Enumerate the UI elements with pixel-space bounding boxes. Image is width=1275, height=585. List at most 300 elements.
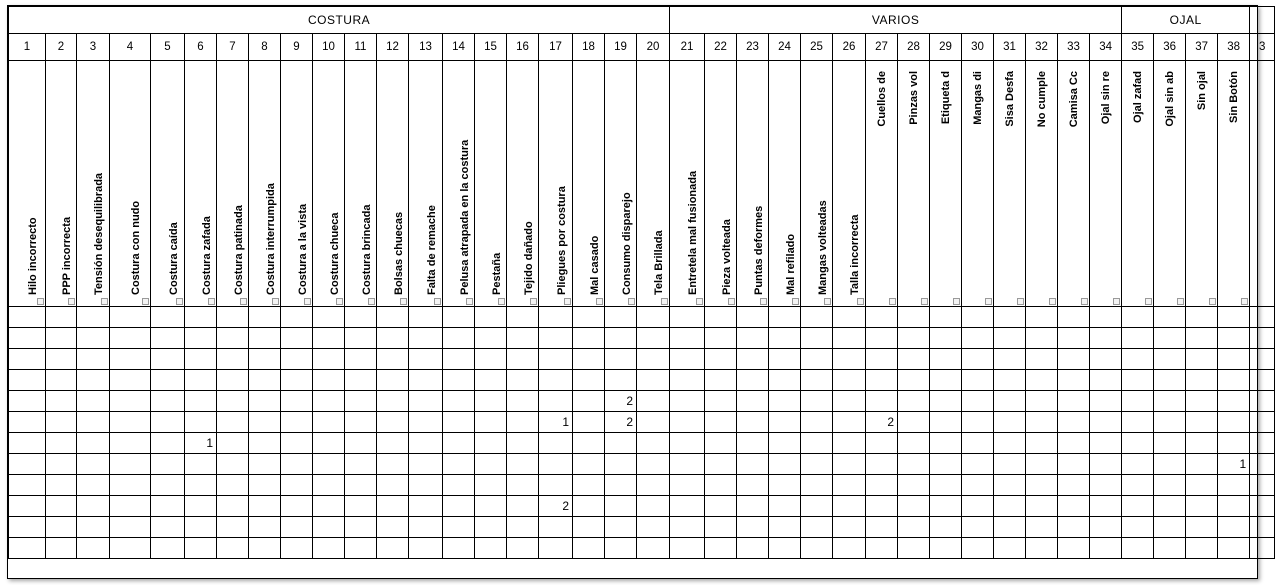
data-cell[interactable] xyxy=(866,517,898,538)
data-cell[interactable] xyxy=(443,349,475,370)
data-cell[interactable] xyxy=(637,307,670,328)
data-cell[interactable] xyxy=(151,328,185,349)
column-label-cell[interactable] xyxy=(866,61,898,307)
data-cell[interactable] xyxy=(9,454,46,475)
data-cell[interactable] xyxy=(670,475,705,496)
data-cell[interactable]: 2 xyxy=(605,412,637,433)
data-cell[interactable] xyxy=(1250,328,1275,349)
data-cell[interactable] xyxy=(898,433,930,454)
data-cell[interactable] xyxy=(769,496,801,517)
data-cell[interactable] xyxy=(281,370,313,391)
data-cell[interactable] xyxy=(507,433,539,454)
data-cell[interactable] xyxy=(345,307,377,328)
data-cell[interactable] xyxy=(249,391,281,412)
data-cell[interactable] xyxy=(151,538,185,559)
filter-dropdown-icon[interactable] xyxy=(696,298,703,305)
data-cell[interactable] xyxy=(1090,517,1122,538)
data-cell[interactable] xyxy=(281,538,313,559)
data-cell[interactable] xyxy=(1186,391,1218,412)
data-cell[interactable] xyxy=(769,328,801,349)
data-cell[interactable] xyxy=(1090,475,1122,496)
column-number-cell[interactable]: 9 xyxy=(281,34,313,61)
column-label-cell[interactable] xyxy=(605,61,637,307)
data-cell[interactable] xyxy=(994,349,1026,370)
group-header-cell[interactable]: OJAL xyxy=(1122,7,1250,34)
data-cell[interactable] xyxy=(930,307,962,328)
data-cell[interactable] xyxy=(110,370,151,391)
column-label-cell[interactable] xyxy=(443,61,475,307)
data-cell[interactable] xyxy=(866,391,898,412)
column-number-cell[interactable]: 10 xyxy=(313,34,345,61)
data-cell[interactable] xyxy=(1218,412,1250,433)
data-cell[interactable] xyxy=(507,496,539,517)
data-cell[interactable] xyxy=(573,454,605,475)
data-cell[interactable] xyxy=(313,433,345,454)
data-cell[interactable] xyxy=(151,370,185,391)
data-cell[interactable] xyxy=(1154,517,1186,538)
data-cell[interactable] xyxy=(1058,349,1090,370)
data-cell[interactable] xyxy=(833,412,866,433)
data-cell[interactable] xyxy=(637,328,670,349)
data-cell[interactable] xyxy=(866,307,898,328)
filter-dropdown-icon[interactable] xyxy=(1017,298,1024,305)
data-cell[interactable] xyxy=(77,328,110,349)
data-cell[interactable] xyxy=(345,517,377,538)
data-cell[interactable] xyxy=(1250,391,1275,412)
data-cell[interactable] xyxy=(962,517,994,538)
column-number-cell[interactable]: 20 xyxy=(637,34,670,61)
column-label-cell[interactable] xyxy=(1122,61,1154,307)
data-cell[interactable] xyxy=(833,538,866,559)
data-cell[interactable] xyxy=(46,328,77,349)
data-cell[interactable] xyxy=(1218,517,1250,538)
data-cell[interactable] xyxy=(539,349,573,370)
column-number-cell[interactable]: 38 xyxy=(1218,34,1250,61)
data-cell[interactable] xyxy=(77,496,110,517)
data-cell[interactable] xyxy=(1122,433,1154,454)
data-cell[interactable] xyxy=(1090,391,1122,412)
data-cell[interactable] xyxy=(409,475,443,496)
data-cell[interactable] xyxy=(217,307,249,328)
data-cell[interactable] xyxy=(1026,412,1058,433)
data-cell[interactable] xyxy=(801,307,833,328)
data-cell[interactable] xyxy=(345,433,377,454)
data-cell[interactable] xyxy=(1026,307,1058,328)
column-label-cell[interactable] xyxy=(46,61,77,307)
filter-dropdown-icon[interactable] xyxy=(101,298,108,305)
data-cell[interactable] xyxy=(866,328,898,349)
data-cell[interactable] xyxy=(151,412,185,433)
data-cell[interactable] xyxy=(539,454,573,475)
data-cell[interactable] xyxy=(573,538,605,559)
filter-dropdown-icon[interactable] xyxy=(564,298,571,305)
data-cell[interactable] xyxy=(1186,328,1218,349)
data-cell[interactable] xyxy=(185,391,217,412)
data-cell[interactable] xyxy=(110,517,151,538)
data-cell[interactable] xyxy=(898,475,930,496)
data-cell[interactable] xyxy=(46,496,77,517)
column-number-cell[interactable]: 3 xyxy=(77,34,110,61)
data-cell[interactable] xyxy=(475,412,507,433)
data-cell[interactable] xyxy=(705,328,737,349)
data-cell[interactable] xyxy=(110,475,151,496)
data-cell[interactable] xyxy=(769,349,801,370)
data-cell[interactable] xyxy=(801,349,833,370)
data-cell[interactable] xyxy=(737,328,769,349)
data-cell[interactable] xyxy=(898,349,930,370)
data-cell[interactable] xyxy=(46,433,77,454)
data-cell[interactable] xyxy=(1090,370,1122,391)
data-cell[interactable] xyxy=(9,328,46,349)
column-number-cell[interactable]: 19 xyxy=(605,34,637,61)
data-cell[interactable] xyxy=(1090,307,1122,328)
column-label-cell[interactable] xyxy=(539,61,573,307)
data-cell[interactable] xyxy=(1218,538,1250,559)
data-cell[interactable] xyxy=(151,307,185,328)
data-cell[interactable] xyxy=(409,496,443,517)
data-cell[interactable] xyxy=(1250,307,1275,328)
data-cell[interactable] xyxy=(573,496,605,517)
filter-dropdown-icon[interactable] xyxy=(434,298,441,305)
data-cell[interactable] xyxy=(573,349,605,370)
data-cell[interactable] xyxy=(377,307,409,328)
data-cell[interactable] xyxy=(962,538,994,559)
data-cell[interactable] xyxy=(1122,454,1154,475)
data-cell[interactable] xyxy=(769,454,801,475)
column-label-cell[interactable] xyxy=(345,61,377,307)
data-cell[interactable] xyxy=(1218,349,1250,370)
data-cell[interactable]: 2 xyxy=(866,412,898,433)
data-cell[interactable] xyxy=(475,391,507,412)
data-cell[interactable] xyxy=(930,328,962,349)
column-label-cell[interactable] xyxy=(9,61,46,307)
data-cell[interactable] xyxy=(377,475,409,496)
column-label-cell[interactable] xyxy=(281,61,313,307)
data-cell[interactable] xyxy=(737,517,769,538)
data-cell[interactable] xyxy=(1058,517,1090,538)
data-cell[interactable] xyxy=(833,517,866,538)
data-cell[interactable] xyxy=(1058,433,1090,454)
filter-dropdown-icon[interactable] xyxy=(857,298,864,305)
filter-dropdown-icon[interactable] xyxy=(240,298,247,305)
column-number-cell[interactable]: 1 xyxy=(9,34,46,61)
data-cell[interactable] xyxy=(670,433,705,454)
data-cell[interactable] xyxy=(605,538,637,559)
data-cell[interactable] xyxy=(281,349,313,370)
column-number-cell[interactable]: 24 xyxy=(769,34,801,61)
data-cell[interactable] xyxy=(377,538,409,559)
data-cell[interactable] xyxy=(9,517,46,538)
data-cell[interactable] xyxy=(1218,391,1250,412)
data-cell[interactable] xyxy=(313,391,345,412)
data-cell[interactable] xyxy=(898,538,930,559)
data-cell[interactable] xyxy=(281,475,313,496)
column-number-cell[interactable]: 16 xyxy=(507,34,539,61)
data-cell[interactable] xyxy=(9,538,46,559)
data-cell[interactable] xyxy=(898,307,930,328)
data-cell[interactable] xyxy=(507,454,539,475)
data-cell[interactable] xyxy=(539,328,573,349)
data-cell[interactable] xyxy=(994,412,1026,433)
data-cell[interactable] xyxy=(962,475,994,496)
data-cell[interactable] xyxy=(1154,454,1186,475)
data-cell[interactable] xyxy=(77,412,110,433)
data-cell[interactable] xyxy=(9,412,46,433)
data-cell[interactable] xyxy=(737,454,769,475)
data-cell[interactable] xyxy=(801,517,833,538)
data-cell[interactable] xyxy=(151,496,185,517)
data-cell[interactable] xyxy=(377,391,409,412)
data-cell[interactable] xyxy=(1122,517,1154,538)
filter-dropdown-icon[interactable] xyxy=(628,298,635,305)
data-cell[interactable] xyxy=(737,370,769,391)
data-cell[interactable] xyxy=(866,475,898,496)
data-cell[interactable] xyxy=(866,538,898,559)
data-cell[interactable] xyxy=(249,328,281,349)
filter-dropdown-icon[interactable] xyxy=(142,298,149,305)
filter-dropdown-icon[interactable] xyxy=(889,298,896,305)
data-cell[interactable] xyxy=(46,349,77,370)
data-cell[interactable] xyxy=(801,496,833,517)
data-cell[interactable] xyxy=(1026,391,1058,412)
data-cell[interactable] xyxy=(475,538,507,559)
data-cell[interactable] xyxy=(1154,475,1186,496)
data-cell[interactable] xyxy=(962,496,994,517)
data-cell[interactable] xyxy=(1250,370,1275,391)
column-number-cell[interactable]: 4 xyxy=(110,34,151,61)
column-label-cell[interactable] xyxy=(833,61,866,307)
column-number-cell[interactable]: 17 xyxy=(539,34,573,61)
data-cell[interactable] xyxy=(77,349,110,370)
data-cell[interactable] xyxy=(313,475,345,496)
column-label-cell[interactable] xyxy=(898,61,930,307)
data-cell[interactable] xyxy=(409,349,443,370)
data-cell[interactable] xyxy=(1154,496,1186,517)
data-cell[interactable] xyxy=(443,517,475,538)
data-cell[interactable] xyxy=(443,328,475,349)
data-cell[interactable] xyxy=(249,538,281,559)
data-cell[interactable] xyxy=(9,475,46,496)
data-cell[interactable] xyxy=(1122,328,1154,349)
data-cell[interactable] xyxy=(313,307,345,328)
data-cell[interactable] xyxy=(994,538,1026,559)
column-label-cell[interactable] xyxy=(637,61,670,307)
data-cell[interactable] xyxy=(898,370,930,391)
data-cell[interactable] xyxy=(185,412,217,433)
data-cell[interactable] xyxy=(539,433,573,454)
data-cell[interactable] xyxy=(217,538,249,559)
column-number-cell[interactable]: 32 xyxy=(1026,34,1058,61)
data-cell[interactable]: 2 xyxy=(539,496,573,517)
data-cell[interactable] xyxy=(737,349,769,370)
data-cell[interactable] xyxy=(866,454,898,475)
data-cell[interactable] xyxy=(313,538,345,559)
data-cell[interactable] xyxy=(185,475,217,496)
data-cell[interactable] xyxy=(313,328,345,349)
data-cell[interactable] xyxy=(409,454,443,475)
column-label-cell[interactable] xyxy=(801,61,833,307)
data-cell[interactable] xyxy=(898,454,930,475)
data-cell[interactable] xyxy=(705,391,737,412)
column-number-cell[interactable]: 23 xyxy=(737,34,769,61)
data-cell[interactable] xyxy=(313,349,345,370)
data-cell[interactable] xyxy=(475,307,507,328)
data-cell[interactable] xyxy=(443,538,475,559)
data-cell[interactable] xyxy=(670,307,705,328)
data-cell[interactable] xyxy=(539,475,573,496)
data-cell[interactable] xyxy=(573,517,605,538)
data-cell[interactable] xyxy=(930,454,962,475)
data-cell[interactable] xyxy=(1058,370,1090,391)
data-cell[interactable] xyxy=(539,538,573,559)
data-cell[interactable] xyxy=(605,349,637,370)
column-number-cell[interactable]: 8 xyxy=(249,34,281,61)
data-cell[interactable] xyxy=(46,517,77,538)
data-cell[interactable] xyxy=(866,433,898,454)
column-number-cell[interactable]: 28 xyxy=(898,34,930,61)
data-cell[interactable] xyxy=(833,496,866,517)
data-cell[interactable] xyxy=(475,328,507,349)
filter-dropdown-icon[interactable] xyxy=(1049,298,1056,305)
data-cell[interactable] xyxy=(1026,328,1058,349)
data-cell[interactable] xyxy=(507,475,539,496)
data-cell[interactable] xyxy=(962,370,994,391)
filter-dropdown-icon[interactable] xyxy=(985,298,992,305)
column-number-cell[interactable]: 35 xyxy=(1122,34,1154,61)
data-cell[interactable] xyxy=(409,307,443,328)
data-cell[interactable]: 1 xyxy=(185,433,217,454)
data-cell[interactable] xyxy=(573,433,605,454)
data-cell[interactable] xyxy=(1122,496,1154,517)
data-cell[interactable] xyxy=(898,496,930,517)
data-cell[interactable] xyxy=(1090,433,1122,454)
data-cell[interactable] xyxy=(573,328,605,349)
data-cell[interactable] xyxy=(249,454,281,475)
data-cell[interactable] xyxy=(769,517,801,538)
data-cell[interactable] xyxy=(185,517,217,538)
data-cell[interactable] xyxy=(1122,538,1154,559)
data-cell[interactable] xyxy=(1250,412,1275,433)
data-cell[interactable] xyxy=(930,370,962,391)
data-cell[interactable] xyxy=(345,349,377,370)
data-cell[interactable] xyxy=(77,433,110,454)
column-number-cell[interactable]: 2 xyxy=(46,34,77,61)
data-cell[interactable] xyxy=(637,517,670,538)
data-cell[interactable] xyxy=(249,517,281,538)
data-cell[interactable] xyxy=(930,412,962,433)
data-cell[interactable] xyxy=(1154,412,1186,433)
data-cell[interactable] xyxy=(507,391,539,412)
filter-dropdown-icon[interactable] xyxy=(661,298,668,305)
data-cell[interactable] xyxy=(1250,496,1275,517)
data-cell[interactable] xyxy=(217,475,249,496)
data-cell[interactable] xyxy=(705,412,737,433)
data-cell[interactable] xyxy=(185,496,217,517)
data-cell[interactable] xyxy=(1186,433,1218,454)
data-cell[interactable] xyxy=(409,538,443,559)
data-cell[interactable] xyxy=(670,517,705,538)
data-cell[interactable] xyxy=(409,412,443,433)
data-cell[interactable] xyxy=(249,349,281,370)
column-label-cell[interactable] xyxy=(670,61,705,307)
data-cell[interactable] xyxy=(46,391,77,412)
column-number-cell[interactable]: 34 xyxy=(1090,34,1122,61)
data-cell[interactable]: 1 xyxy=(539,412,573,433)
column-label-cell[interactable] xyxy=(1058,61,1090,307)
filter-dropdown-icon[interactable] xyxy=(1081,298,1088,305)
data-cell[interactable] xyxy=(281,454,313,475)
data-cell[interactable] xyxy=(833,328,866,349)
data-cell[interactable] xyxy=(249,307,281,328)
data-cell[interactable] xyxy=(507,349,539,370)
data-cell[interactable] xyxy=(185,370,217,391)
data-cell[interactable] xyxy=(46,370,77,391)
data-cell[interactable] xyxy=(1090,349,1122,370)
data-cell[interactable] xyxy=(110,538,151,559)
data-cell[interactable] xyxy=(1250,517,1275,538)
data-cell[interactable] xyxy=(705,370,737,391)
column-label-cell[interactable] xyxy=(313,61,345,307)
data-cell[interactable] xyxy=(1058,412,1090,433)
column-label-cell[interactable] xyxy=(930,61,962,307)
column-label-cell[interactable] xyxy=(1186,61,1218,307)
data-cell[interactable] xyxy=(705,454,737,475)
column-number-cell[interactable]: 7 xyxy=(217,34,249,61)
data-cell[interactable] xyxy=(801,454,833,475)
data-cell[interactable] xyxy=(637,412,670,433)
data-cell[interactable] xyxy=(573,391,605,412)
data-cell[interactable] xyxy=(801,475,833,496)
data-cell[interactable] xyxy=(377,454,409,475)
data-cell[interactable] xyxy=(281,307,313,328)
data-cell[interactable] xyxy=(769,307,801,328)
data-cell[interactable] xyxy=(1122,475,1154,496)
data-cell[interactable] xyxy=(443,475,475,496)
column-number-cell[interactable]: 29 xyxy=(930,34,962,61)
data-cell[interactable] xyxy=(377,433,409,454)
column-label-cell[interactable] xyxy=(1090,61,1122,307)
filter-dropdown-icon[interactable] xyxy=(466,298,473,305)
data-cell[interactable] xyxy=(930,517,962,538)
data-cell[interactable] xyxy=(377,370,409,391)
filter-dropdown-icon[interactable] xyxy=(37,298,44,305)
data-cell[interactable] xyxy=(605,517,637,538)
data-cell[interactable] xyxy=(670,391,705,412)
data-cell[interactable] xyxy=(1026,517,1058,538)
data-cell[interactable] xyxy=(151,349,185,370)
data-cell[interactable] xyxy=(46,307,77,328)
data-cell[interactable] xyxy=(443,433,475,454)
column-number-cell[interactable]: 31 xyxy=(994,34,1026,61)
data-cell[interactable] xyxy=(1154,538,1186,559)
data-cell[interactable] xyxy=(9,307,46,328)
data-cell[interactable] xyxy=(994,475,1026,496)
data-cell[interactable] xyxy=(507,307,539,328)
data-cell[interactable] xyxy=(769,391,801,412)
data-cell[interactable] xyxy=(185,307,217,328)
filter-dropdown-icon[interactable] xyxy=(824,298,831,305)
data-cell[interactable] xyxy=(249,370,281,391)
data-cell[interactable] xyxy=(801,391,833,412)
filter-dropdown-icon[interactable] xyxy=(1177,298,1184,305)
data-cell[interactable] xyxy=(637,370,670,391)
data-cell[interactable] xyxy=(801,412,833,433)
data-cell[interactable] xyxy=(637,496,670,517)
column-label-cell[interactable] xyxy=(377,61,409,307)
data-cell[interactable] xyxy=(1186,517,1218,538)
data-cell[interactable] xyxy=(605,328,637,349)
data-cell[interactable] xyxy=(443,496,475,517)
